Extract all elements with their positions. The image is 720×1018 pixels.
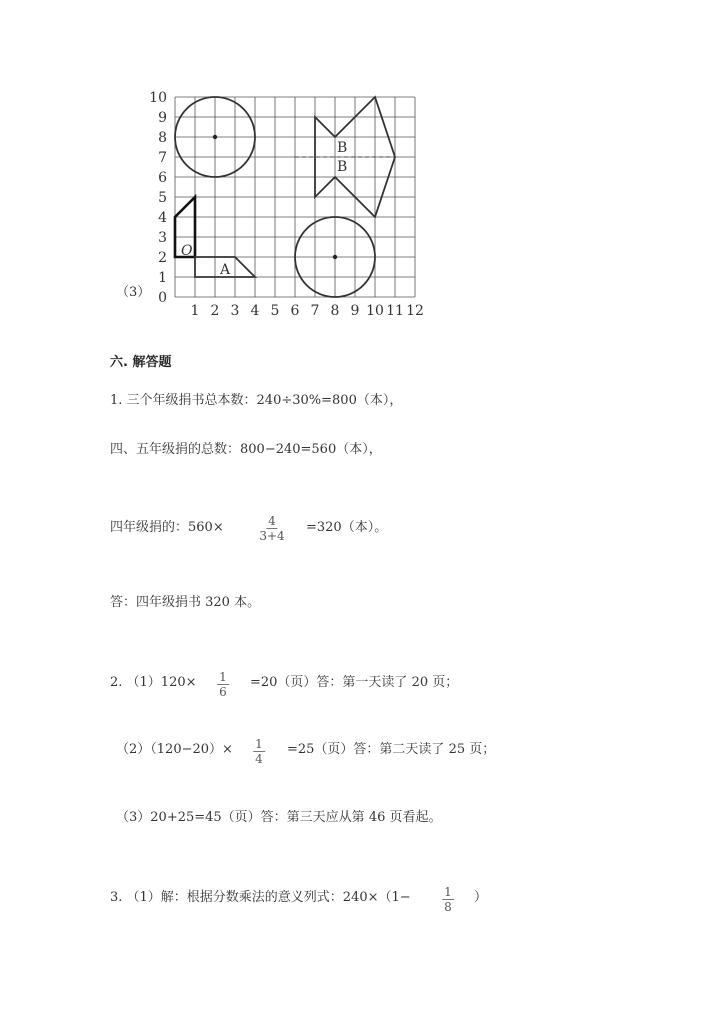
y-tick-label: 7: [158, 150, 167, 166]
x-tick-label: 12: [406, 303, 424, 319]
q1-line1: 1. 三个年级捐书总本数：240÷30%=800（本），: [110, 393, 403, 408]
fraction-denominator: 6: [219, 685, 227, 699]
x-tick-label: 10: [366, 303, 384, 319]
y-tick-label: 0: [158, 290, 167, 306]
x-tick-label: 11: [386, 303, 404, 319]
coordinate-grid-figure: [0, 0, 720, 330]
y-tick-label: 3: [158, 230, 167, 246]
y-tick-label: 6: [158, 170, 167, 186]
shape-label-b-bottom: B: [337, 159, 348, 175]
x-tick-label: 6: [290, 303, 300, 319]
section-title: 六. 解答题: [110, 355, 172, 370]
shape-label-b-top: B: [337, 140, 348, 156]
fraction-denominator: 3+4: [259, 529, 285, 543]
q2-part1-prefix: 2. （1）120×: [110, 675, 197, 690]
y-tick-label: 10: [149, 90, 167, 106]
fraction-numerator: 1: [219, 670, 227, 684]
y-tick-label: 2: [158, 250, 167, 266]
x-tick-label: 1: [190, 303, 200, 319]
q3-part1-suffix: ）: [474, 890, 488, 905]
fraction-1-over-8: [442, 885, 454, 914]
y-tick-label: 9: [158, 110, 167, 126]
q3-part1-prefix: 3. （1）解：根据分数乘法的意义列式：240×（1−: [110, 890, 411, 905]
point-label-o: O: [181, 243, 193, 259]
y-tick-label: 1: [158, 270, 167, 286]
q2-part3: （3）20+25=45（页）答：第三天应从第 46 页看起。: [116, 810, 442, 825]
fraction-numerator: 1: [255, 737, 263, 751]
q2-part2-prefix: （2）（120−20）×: [116, 742, 233, 757]
x-tick-label: 2: [210, 303, 220, 319]
x-tick-label: 8: [330, 303, 340, 319]
y-tick-label: 5: [158, 190, 167, 206]
q1-answer: 答：四年级捐书 320 本。: [110, 595, 261, 610]
x-tick-label: 3: [230, 303, 240, 319]
fraction-4-over-7: [257, 514, 286, 543]
q1-line3-prefix: 四年级捐的：560×: [110, 520, 224, 535]
x-tick-label: 5: [270, 303, 280, 319]
x-tick-label: 4: [250, 303, 260, 319]
fraction-numerator: 4: [268, 514, 276, 528]
y-tick-label: 4: [158, 210, 167, 226]
q2-part1-suffix: =20（页）答：第一天读了 20 页；: [250, 675, 459, 690]
fraction-numerator: 1: [444, 885, 452, 899]
circle-center-dot: [333, 255, 337, 259]
q2-part2-suffix: =25（页）答：第二天读了 25 页；: [287, 742, 496, 757]
circle-center-dot: [213, 135, 217, 139]
fraction-1-over-4: [253, 737, 265, 766]
q1-line2: 四、五年级捐的总数：800−240=560（本），: [110, 442, 382, 457]
x-tick-label: 9: [350, 303, 360, 319]
shape-label-a: A: [220, 262, 231, 278]
y-tick-label: 8: [158, 130, 167, 146]
figure-label: （3）: [116, 285, 151, 300]
q1-line3-suffix: =320（本）。: [306, 520, 388, 535]
x-tick-label: 7: [310, 303, 320, 319]
fraction-denominator: 4: [255, 752, 263, 766]
fraction-1-over-6: [217, 670, 229, 699]
fraction-denominator: 8: [444, 900, 452, 914]
